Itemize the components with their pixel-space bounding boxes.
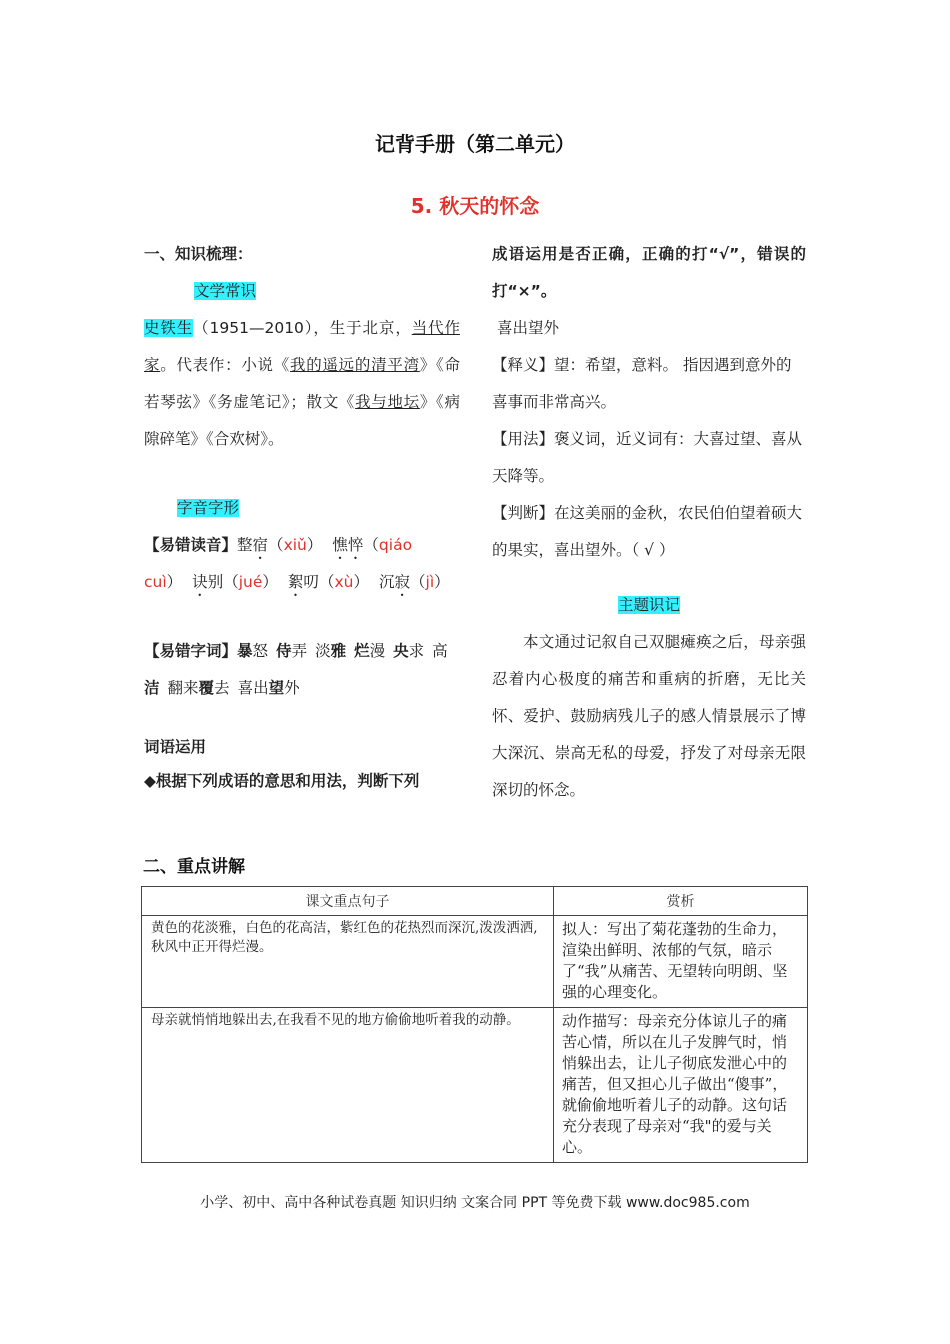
appreciation-cell: 动作描写：母亲充分体谅儿子的痛苦心情，所以在儿子发脾气时，悄悄躲出去，让儿子彻底发泄心中的痛苦，但又担心儿子做出“傻事”，就偷偷地听着儿子的动静。这句话充分表现了母亲对“我"的爱与关心。 — [554, 1008, 808, 1163]
pron-heading: 字音字形 — [177, 499, 240, 517]
chars-list: 【易错字词】暴怒 侍弄 淡雅 烂漫 央求 高洁 翻来覆去 喜出望外 — [144, 642, 448, 697]
right-column — [492, 236, 806, 809]
pron-item: 憔悴（qiáo cuì） — [144, 536, 413, 591]
idiom: 喜出望外 — [497, 319, 560, 337]
table-row — [142, 916, 808, 1008]
left-column — [144, 236, 460, 796]
char-item: 喜出望外 — [237, 679, 300, 697]
usage-instruction: ◆根据下列成语的意思和用法，判断下列 — [144, 772, 420, 790]
pinyin: xù — [334, 573, 354, 591]
pinyin: jué — [238, 573, 263, 591]
pron-item: 诀别（jué） — [192, 573, 278, 591]
pinyin: xiǔ — [283, 536, 307, 554]
header-appreciation: 赏析 — [554, 887, 808, 916]
pron-item: 沉寂（jì） — [378, 573, 450, 591]
footer: 小学、初中、高中各种试卷真题 知识归纳 文案合同 PPT 等免费下载 www.doc985.com — [200, 1195, 750, 1211]
usage-heading: 词语运用 — [144, 738, 207, 756]
analysis-table — [141, 886, 808, 1163]
sentence-cell: 母亲就悄悄地躲出去,在我看不见的地方偷偷地听着我的动静。 — [142, 1008, 554, 1163]
author-name: 史铁生 — [144, 319, 194, 337]
char-item: 烂漫 — [354, 642, 386, 660]
char-item: 暴怒 — [237, 642, 269, 660]
idiom-usage: 【用法】褒义词，近义词有：大喜过望、喜从天降等。 — [492, 430, 803, 485]
table-header-row — [142, 887, 808, 916]
table-row — [142, 1008, 808, 1163]
sentence-cell: 黄色的花淡雅，白色的花高洁，紫红色的花热烈而深沉,泼泼洒洒,秋风中正开得烂漫。 — [142, 916, 554, 1008]
idiom-meaning: 【释义】望：希望，意料。 指因遇到意外的喜事而非常高兴。 — [492, 356, 792, 411]
section1-heading: 一、知识梳理： — [144, 245, 253, 263]
appreciation-cell: 拟人：写出了菊花蓬勃的生命力，渲染出鲜明、浓郁的气氛，暗示了“我”从痛苦、无望转向明朗、坚强的心理变化。 — [554, 916, 808, 1008]
header-sentence: 课文重点句子 — [142, 887, 554, 916]
author-bio: 史铁生（1951—2010），生于北京，当代作家。代表作：小说《我的遥远的清平湾》《命若琴弦》《务虚笔记》；散文《我与地坛》《病隙碎笔》《合欢树》。 — [144, 319, 460, 448]
pron-item: 整宿（xiǔ） — [237, 536, 323, 554]
page-title: 记背手册（第二单元） — [375, 132, 575, 156]
pron-item: 絮叨（xù） — [287, 573, 369, 591]
char-item: 翻来覆去 — [167, 679, 230, 697]
lit-heading: 文学常识 — [194, 282, 257, 300]
pinyin: qiáo cuì — [144, 536, 413, 591]
theme-heading: 主题识记 — [617, 596, 680, 614]
section2-heading: 二、重点讲解 — [143, 857, 245, 877]
char-item: 侍弄 — [276, 642, 308, 660]
char-item: 央求 — [393, 642, 425, 660]
pinyin: jì — [425, 573, 435, 591]
char-item: 高洁 — [144, 642, 448, 697]
idiom-judgement: 【判断】在这美丽的金秋，农民伯伯望着硕大的果实，喜出望外。（ √ ） — [492, 504, 803, 559]
char-item: 淡雅 — [315, 642, 347, 660]
pron-list: 【易错读音】整宿（xiǔ） 憔悴（qiáo cuì） 诀别（jué） 絮叨（xù） 沉寂（jì） — [144, 536, 450, 591]
usage-instruction-cont: 成语运用是否正确，正确的打“√”，错误的打“×”。 — [492, 245, 806, 300]
lesson-title: 5. 秋天的怀念 — [410, 194, 540, 218]
theme-text: 本文通过记叙自己双腿瘫痪之后，母亲强忍着内心极度的痛苦和重病的折磨，无比关怀、爱护、鼓励病残儿子的感人情景展示了博大深沉、崇高无私的母爱，抒发了对母亲无限深切的怀念。 — [492, 633, 806, 799]
